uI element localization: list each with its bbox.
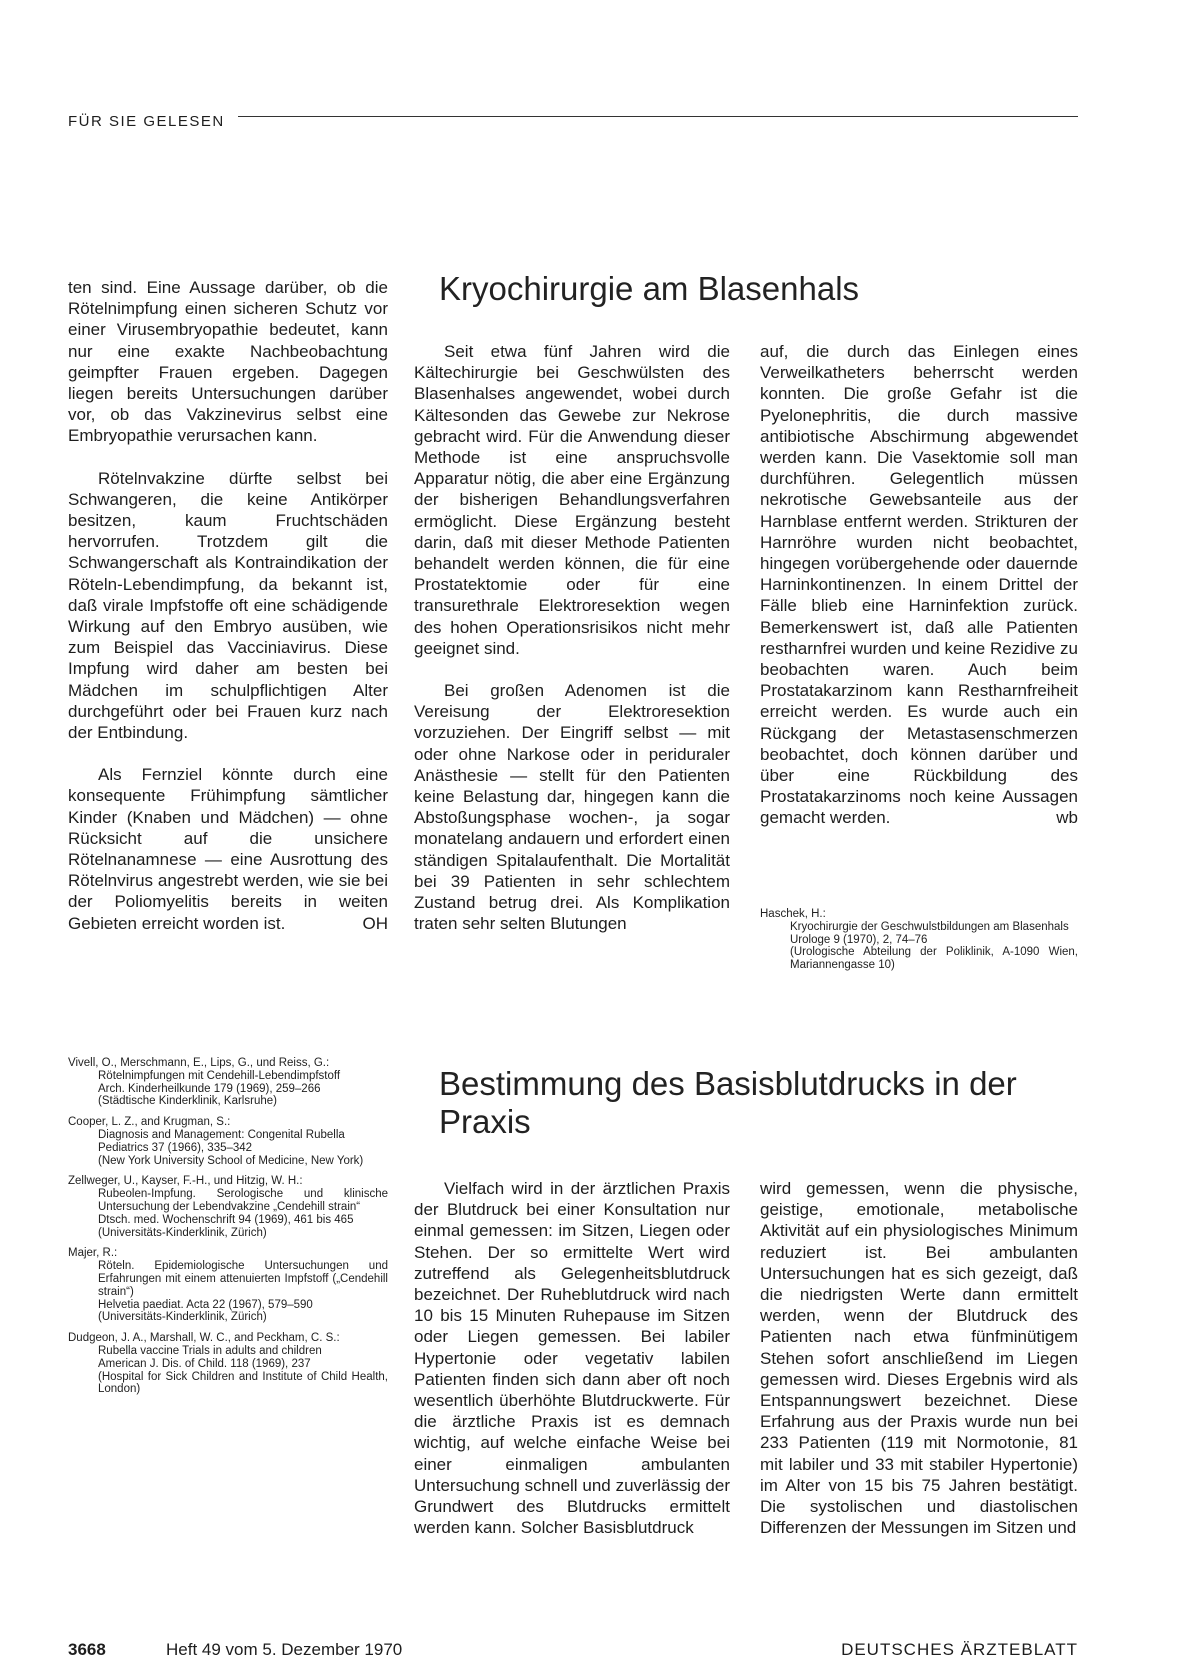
reference-authors: Majer, R.:: [68, 1247, 118, 1260]
paragraph-text: Als Fernziel könnte durch eine konsequente Frühimpfung sämtlicher Kinder (Knaben und Mädchen) — ohne Rücksicht auf die unsichere Rötelnanamnese — eine Ausrottung des Rötelnvirus angestrebt werden, wie sie bei der Poliomyelitis bereits in weiten Gebieten erreicht worden ist.: [68, 765, 388, 933]
reference-source: Helvetia paediat. Acta 22 (1967), 579–590: [98, 1298, 313, 1311]
paragraph: Seit etwa fünf Jahren wird die Kältechirurgie bei Geschwülsten des Blasenhalses angewendet, wobei durch Kältesonden das Gewebe zur Nekrose gebracht wird. Für die Anwendung dieser Methode ist eine anspruchsvolle Apparatur nötig, die aber eine Ergänzung der bisherigen Behandlungsverfahren ermöglicht. Diese Ergänzung besteht darin, daß mit dieser Methode Patienten behandelt werden können, die für eine Prostatektomie oder für eine transurethrale Elektroresektion wegen des hohen Operationsrisikos nicht mehr geeignet sind.: [414, 342, 730, 658]
header-rule: [238, 116, 1078, 117]
reference-institution: (Universitäts-Kinderklinik, Zürich): [98, 1311, 267, 1324]
paragraph: wird gemessen, wenn die physische, geistige, emotionale, metabolische Aktivität auf ein physiologisches Minimum reduziert ist. Bei ambulanten Untersuchungen hat es sich gezeigt, daß die niedrigsten Werte dann ermittelt werden, wenn der Blutdruck des Patienten nach etwa fünfminütigem Stehen sofort anschließend im Liegen gemessen wird. Dieses Ergebnis wird als Entspannungswert bezeichnet. Diese Erfahrung aus der Praxis wurde nun bei 233 Patienten (119 mit Normotonie, 81 mit labiler und 33 mit stabiler Hypertonie) im Alter von 15 bis 75 Jahren bestätigt. Die systolischen und diastolischen Differenzen der Messungen im Sitzen und: [760, 1179, 1078, 1538]
paragraph: Vielfach wird in der ärztlichen Praxis der Blutdruck bei einer Konsultation nur einmal gemessen: im Sitzen, Liegen oder Stehen. Der so ermittelte Wert wird zutreffend als Gelegenheitsblutdruck bezeichnet. Der Ruheblutdruck wird nach 10 bis 15 Minuten Ruhepause im Sitzen oder Liegen gemessen. Bei labiler Hypertonie oder vegetativ labilen Patienten finden sich dann aber oft noch wesentlich überhöhte Blutdruckwerte. Für die ärztliche Praxis ist es demnach wichtig, auf welche einfache Weise bei einer einmaligen ambulanten Untersuchung schnell und zuverlässig der Grundwert des Blutdrucks ermittelt werden kann. Solcher Basisblutdruck: [414, 1179, 730, 1538]
reference-institution: (Universitäts-Kinderklinik, Zürich): [98, 1226, 267, 1239]
paragraph: [760, 341, 1078, 829]
paragraph: Rötelnvakzine dürfte selbst bei Schwangeren, die keine Antikörper besitzen, kaum Fruchtschäden hervorrufen. Trotzdem gilt die Schwangerschaft als Kontraindikation der Röteln-Lebendimpfung, da bekannt ist, daß virale Impfstoffe oft eine schädigende Wirkung auf den Embryo ausüben, wie zum Beispiel das Vacciniavirus. Diese Impfung wird daher am besten bei Mädchen im schulpflichtigen Alter durchgeführt oder bei Frauen kurz nach der Entbindung.: [68, 468, 388, 743]
reference-title: Rubella vaccine Trials in adults and children: [98, 1344, 322, 1357]
reference-source: Arch. Kinderheilkunde 179 (1969), 259–266: [98, 1082, 321, 1095]
reference-title: Diagnosis and Management: Congenital Rubella: [98, 1128, 345, 1141]
article-column: [760, 341, 1078, 829]
reference-institution: (Urologische Abteilung der Poliklinik, A-1090 Wien, Mariannengasse 10): [790, 946, 1078, 972]
reference-authors: Dudgeon, J. A., Marshall, W. C., and Peckham, C. S.:: [68, 1332, 340, 1345]
article-column: [760, 1178, 1078, 1538]
reference-entry: [68, 1247, 388, 1324]
reference-title: Rötelnimpfungen mit Cendehill-Lebendimpfstoff: [98, 1069, 341, 1082]
paragraph: [68, 764, 388, 934]
reference-entry: [760, 908, 1078, 972]
section-label: FÜR SIE GELESEN: [68, 112, 231, 132]
author-signature: wb: [1056, 808, 1078, 828]
reference-entry: [68, 1116, 388, 1167]
reference-source: Dtsch. med. Wochenschrift 94 (1969), 461 bis 465: [98, 1213, 354, 1226]
page-number: 3668: [68, 1640, 106, 1659]
reference-entry: [68, 1332, 388, 1396]
reference-institution: (New York University School of Medicine, New York): [98, 1154, 364, 1167]
reference-title: Röteln. Epidemiologische Untersuchungen und Erfahrungen mit einem attenuierten Impfstoff („Cendehill strain“): [98, 1260, 388, 1298]
reference-entry: [68, 1057, 388, 1108]
reference-entry: [68, 1175, 388, 1239]
paragraph: Bei großen Adenomen ist die Vereisung der Elektroresektion vorzuziehen. Der Eingriff selbst — mit oder ohne Narkose oder in periduraler Anästhesie — stellt für den Patienten keine Belastung dar, hingegen kann die Abstoßungsphase wochen-, ja sogar monatelang andauern und erfordert einen ständigen Spitalaufenthalt. Die Mortalität bei 39 Patienten in sehr schlechtem Zustand betrug drei. Als Komplikation traten sehr selten Blutungen: [414, 681, 730, 934]
reference-list: [68, 1057, 388, 1404]
page-header: [68, 112, 1078, 136]
reference-source: Urologe 9 (1970), 2, 74–76: [790, 933, 928, 946]
reference-title: Rubeolen-Impfung. Serologische und klinische Untersuchung der Lebendvakzine „Cendehill strain“: [98, 1188, 388, 1213]
article-title: Kryochirurgie am Blasenhals: [439, 270, 860, 307]
reference-authors: Zellweger, U., Kayser, F.-H., und Hitzig, W. H.:: [68, 1175, 303, 1188]
reference-list: [760, 908, 1078, 980]
paragraph: ten sind. Eine Aussage darüber, ob die Rötelnimpfung einen sicheren Schutz vor einer Virusembryopathie bedeutet, kann nur eine exakte Nachbeobachtung geimpfter Frauen ergeben. Dagegen liegen bereits Untersuchungen darüber vor, ob das Vakzinevirus selbst eine Embryopathie verursachen kann.: [68, 278, 388, 446]
page-footer: [68, 1640, 1078, 1664]
author-signature: OH: [362, 913, 388, 933]
reference-source: American J. Dis. of Child. 118 (1969), 237: [98, 1357, 311, 1370]
reference-institution: (Städtische Kinderklinik, Karlsruhe): [98, 1095, 277, 1108]
paragraph-text: auf, die durch das Einlegen eines Verweilkatheters beherrscht werden konnten. Die große Gefahr ist die Pyelonephritis, die durch massive antibiotische Abschirmung abgewendet werden kann. Die Vasektomie soll man durchführen. Gelegentlich müssen nekrotische Gewebsanteile aus der Harnblase entfernt werden. Strikturen der Harnröhre wurden nicht beobachtet, hingegen vorübergehende oder dauernde Harninkontinenzen. In einem Drittel der Fälle blieb eine Harninfektion zurück. Bemerkenswert ist, daß alle Patienten restharnfrei wurden und keine Rezidive zu beobachten waren. Auch beim Prostatakarzinom kann Restharnfreiheit erreicht werden. Es wurde auch ein Rückgang der Metastasenschmerzen beobachtet, doch können darüber und über eine Rückbildung des Prostatakarzinoms noch keine Aussagen gemacht werden.: [760, 342, 1078, 828]
reference-authors: Haschek, H.:: [760, 908, 826, 920]
article-column: [414, 1178, 730, 1538]
reference-source: Pediatrics 37 (1966), 335–342: [98, 1141, 253, 1154]
left-column: [68, 277, 388, 934]
reference-institution: (Hospital for Sick Children and Institute of Child Health, London): [98, 1370, 388, 1396]
reference-title: Kryochirurgie der Geschwulstbildungen am Blasenhals: [790, 920, 1069, 933]
article-title: Bestimmung des Basisblutdrucks in der Praxis: [439, 1065, 1017, 1140]
reference-authors: Vivell, O., Merschmann, E., Lips, G., und Reiss, G.:: [68, 1057, 330, 1069]
article-column: [414, 341, 730, 934]
reference-authors: Cooper, L. Z., and Krugman, S.:: [68, 1116, 231, 1129]
journal-name: DEUTSCHES ÄRZTEBLATT: [841, 1640, 1078, 1659]
issue-info: Heft 49 vom 5. Dezember 1970: [166, 1640, 403, 1659]
